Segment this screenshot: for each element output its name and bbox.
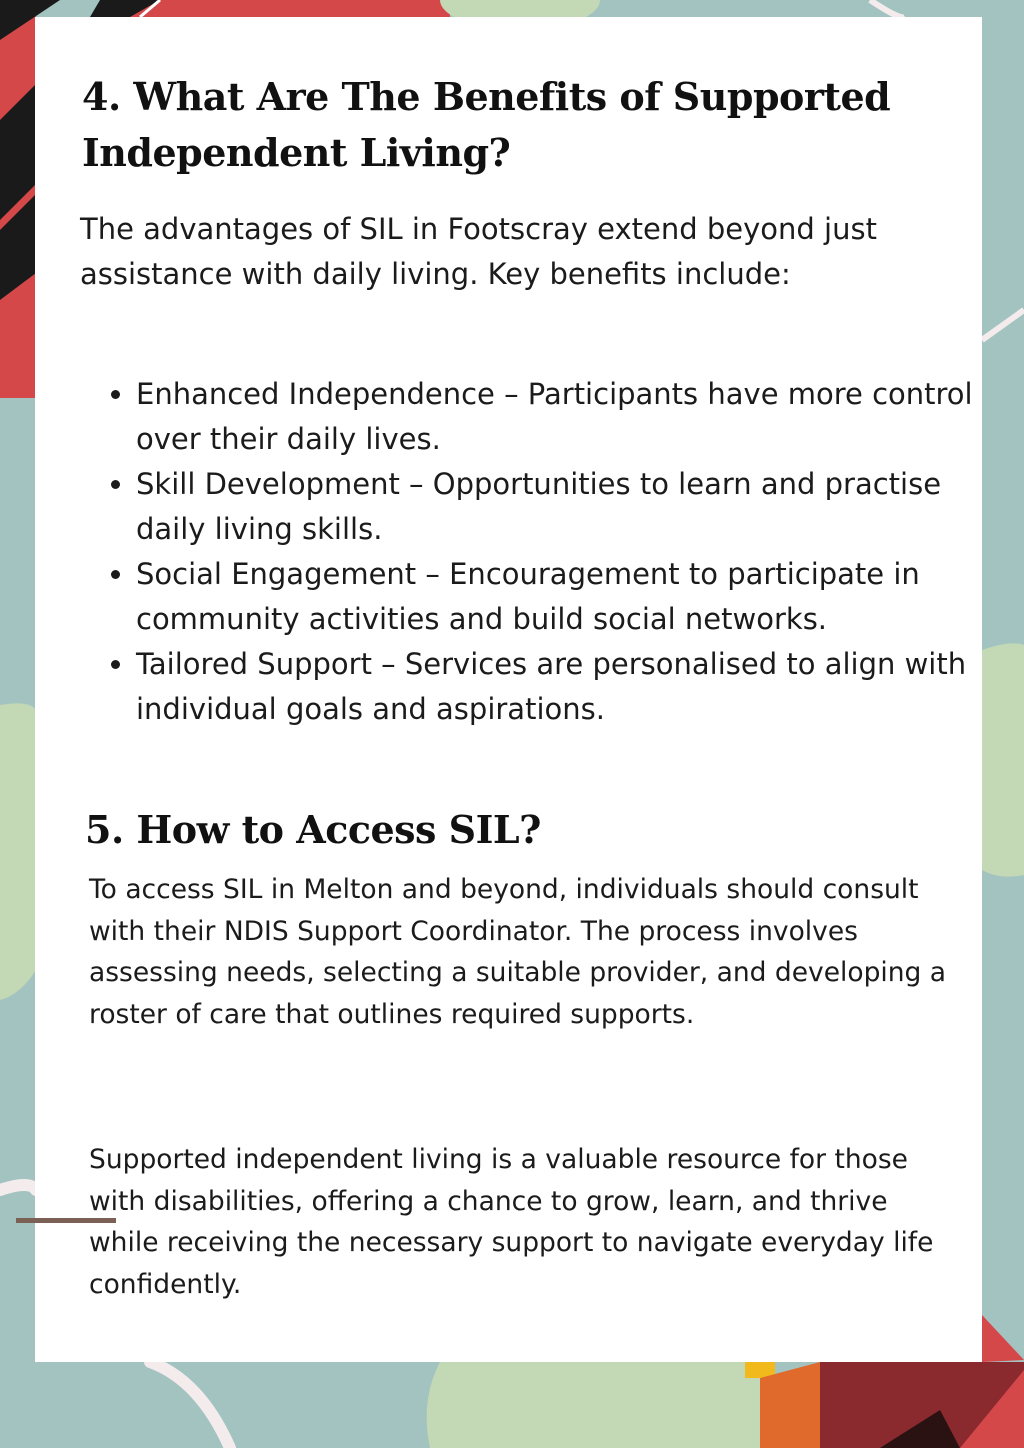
list-item: • Enhanced Independence – Participants have more control over their daily lives. — [136, 372, 996, 462]
left-sage-blob — [0, 703, 36, 1000]
section-4-intro: The advantages of SIL in Footscray extend beyond just assistance with daily living. Key benefits include: — [80, 212, 877, 291]
section-5-heading: 5. How to Access SIL? — [85, 807, 541, 852]
right-red-triangle — [982, 1315, 1024, 1362]
bottom-sage-blob — [427, 1362, 760, 1448]
section-5-paragraph-2: Supported independent living is a valuable resource for those with disabilities, offering a chance to grow, learn, and thrive while receiving the necessary support to navigate everyday life confidently. — [89, 1144, 934, 1300]
section-5-paragraph-1: To access SIL in Melton and beyond, individuals should consult with their NDIS Support Coordinator. The process involves assessing needs, selecting a suitable provider, and developing a roster of care that outlines required supports. — [89, 874, 947, 1030]
decorative-dash — [16, 1218, 116, 1223]
content-card — [35, 17, 982, 1362]
top-red-band — [120, 0, 450, 17]
benefits-list — [80, 372, 996, 732]
list-item: • Tailored Support – Services are personalised to align with individual goals and aspirations. — [136, 642, 996, 732]
section-4-heading: 4. What Are The Benefits of Supported Independent Living? — [82, 74, 891, 175]
list-item: • Social Engagement – Encouragement to participate in community activities and build social networks. — [136, 552, 996, 642]
list-item: • Skill Development – Opportunities to learn and practise daily living skills. — [136, 462, 996, 552]
